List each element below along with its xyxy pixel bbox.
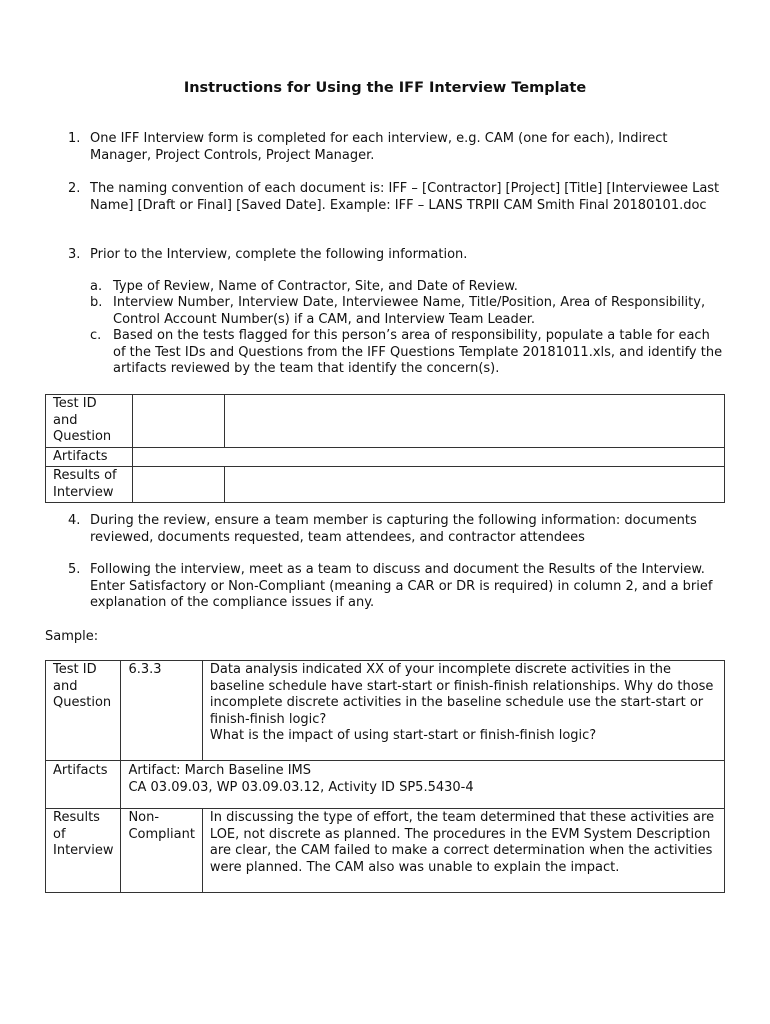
table-cell-id: 6.3.3 [121,661,202,761]
table-cell [225,467,725,503]
artifact-line: Artifact: March Baseline IMS [128,763,311,778]
step-number: 2. [68,181,81,196]
question-text: Data analysis indicated XX of your incomplete discrete activities in the baseline schedule have start-start or finish-finish relationships. Why do those incomplete discrete activities in the baseline schedule use the start-start or finish-finish logic? [209,662,714,727]
step-text: Following the interview, meet as a team to discuss and document the Results of the Interview. Enter Satisfactory or Non-Compliant (meaning a CAR or DR is required) in column 2, and a brief explanation of the compliance issues if any. [90,562,713,610]
substep-text: Interview Number, Interview Date, Interviewee Name, Title/Position, Area of Responsibility, Control Account Number(s) if a CAM, and Interview Team Leader. [113,295,706,327]
step-number: 5. [68,562,81,577]
page-title: Instructions for Using the IFF Interview Template [183,80,587,96]
step-number: 1. [68,131,81,146]
step-text: One IFF Interview form is completed for each interview, e.g. CAM (one for each), Indirect Manager, Project Controls, Project Manager. [90,131,668,163]
table-cell-label: Test ID and Question [46,395,133,448]
table-cell-label: Artifacts [46,761,121,809]
table-cell-label: Results of Interview [46,467,133,503]
table-cell-question [202,661,724,761]
artifact-line: CA 03.09.03, WP 03.09.03.12, Activity ID SP5.5430-4 [128,779,474,795]
sample-label: Sample: [45,629,99,644]
table-cell-status: Non-Compliant [121,809,202,893]
substep-text: Type of Review, Name of Contractor, Site, and Date of Review. [113,279,518,294]
step-text: Prior to the Interview, complete the following information. [90,247,468,262]
table-cell [133,447,725,467]
table-cell-label: Results of Interview [46,809,121,893]
template-table [45,394,725,503]
substep-letter: b. [90,295,103,310]
step-text: During the review, ensure a team member is capturing the following information: documents reviewed, documents requested, team attendees, and contractor attendees [90,513,697,545]
table-cell-results: In discussing the type of effort, the team determined that these activities are LOE, not discrete as planned. The procedures in the EVM System Description are clear, the CAM failed to make a correct determination when the activities were planned. The CAM also was unable to explain the impact. [202,809,724,893]
table-cell-artifacts [121,761,725,809]
table-cell [225,395,725,448]
question-text-2: What is the impact of using start-start or finish-finish logic? [209,728,597,743]
table-cell-label: Test ID and Question [46,661,121,761]
table-cell [133,467,225,503]
step-number: 3. [68,247,81,262]
step-text: The naming convention of each document is: IFF – [Contractor] [Project] [Title] [Interviewee Last Name] [Draft or Final] [Saved Date]. Example: IFF – LANS TRPII CAM Smith Final 20180101.doc [90,181,720,213]
substep-letter: a. [90,279,103,294]
table-cell [133,395,225,448]
substep-letter: c. [90,328,102,343]
sample-table [45,660,725,893]
substep-text: Based on the tests flagged for this person’s area of responsibility, populate a table for each of the Test IDs and Questions from the IFF Questions Template 20181011.xls, and identify the artifacts reviewed by the team that identify the concern(s). [113,328,723,376]
step-number: 4. [68,513,81,528]
table-cell-label: Artifacts [46,447,133,467]
